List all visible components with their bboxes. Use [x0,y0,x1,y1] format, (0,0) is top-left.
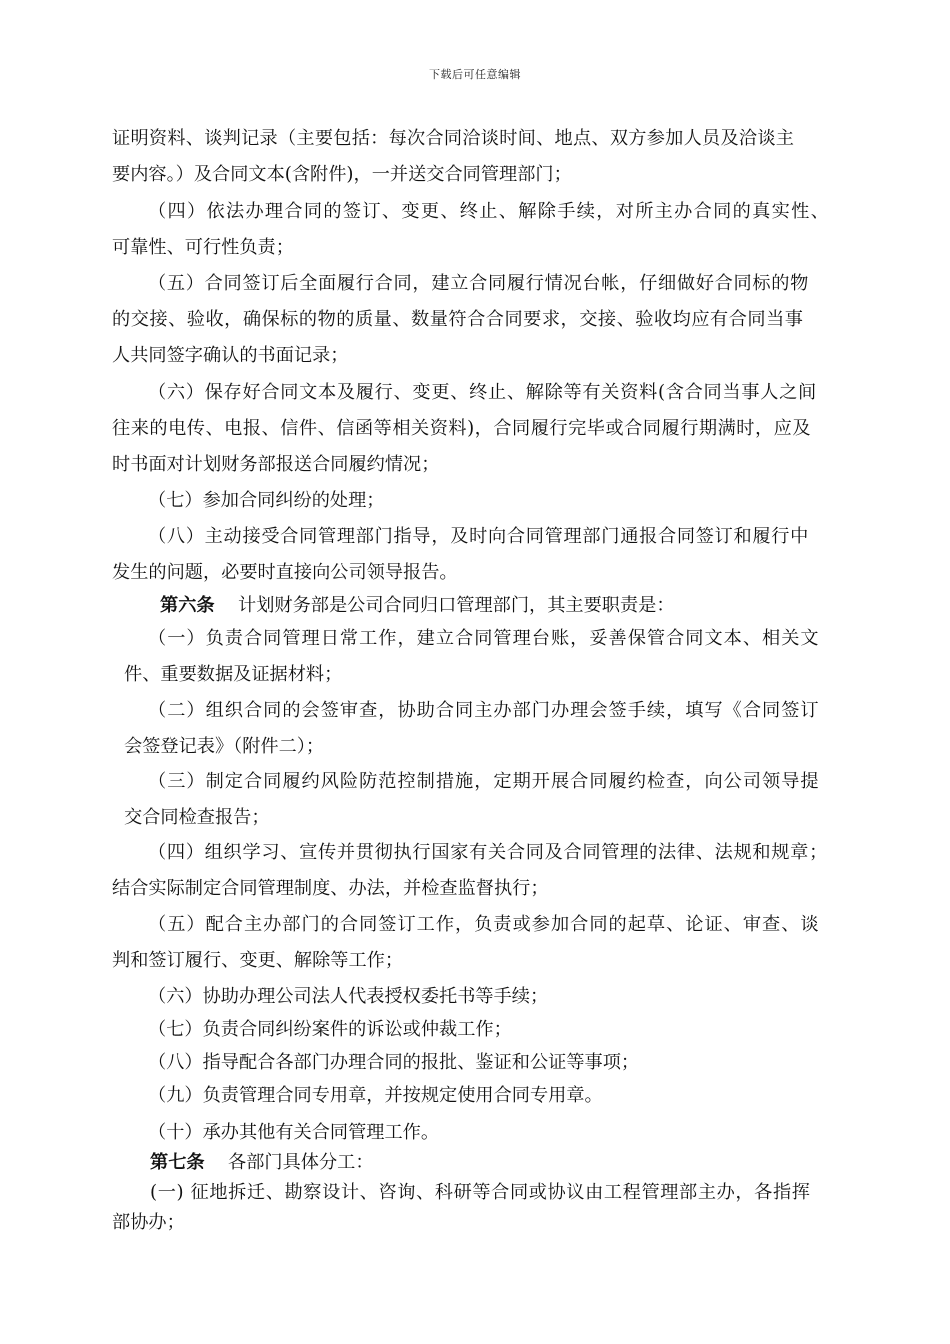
text-line: (一) 征地拆迁、勘察设计、咨询、科研等合同或协议由工程管理部主办，各指挥 [150,1182,811,1203]
text-line: （六）保存好合同文本及履行、变更、终止、解除等有关资料(含合同当事人之间 [148,382,817,403]
text-line: 计划财务部是公司合同归口管理部门，其主要职责是： [238,595,675,616]
text-line: 判和签订履行、变更、解除等工作； [112,950,404,971]
text-line: （八）主动接受合同管理部门指导，及时向合同管理部门通报合同签订和履行中 [148,526,810,547]
text-line: 结合实际制定合同管理制度、办法，并检查监督执行； [112,878,549,899]
text-line: 要内容。）及合同文本(含附件)，一并送交合同管理部门； [112,164,572,185]
text-line: （九）负责管理合同专用章，并按规定使用合同专用章。 [148,1085,603,1106]
text-line: （八）指导配合各部门办理合同的报批、鉴证和公证等事项； [148,1052,640,1073]
text-line: 部协办； [112,1212,185,1233]
text-line: （七）参加合同纠纷的处理； [148,490,385,511]
text-line: 会签登记表》（附件二）； [124,736,325,757]
text-line: 发生的问题，必要时直接向公司领导报告。 [112,562,458,583]
text-line: （三）制定合同履约风险防范控制措施，定期开展合同履约检查，向公司领导提 [148,771,820,792]
text-line: 人共同签字确认的书面记录； [112,345,349,366]
text-line: 证明资料、谈判记录（主要包括：每次合同洽谈时间、地点、双方参加人员及洽谈主 [112,128,795,149]
text-line: （四）依法办理合同的签订、变更、终止、解除手续，对所主办合同的真实性、 [148,201,831,222]
text-line: （十）承办其他有关合同管理工作。 [148,1122,440,1143]
text-line: 件、重要数据及证据材料； [124,664,343,685]
text-line: （四）组织学习、宣传并贯彻执行国家有关合同及合同管理的法律、法规和规章； [148,842,828,863]
article-heading: 第七条 [150,1152,205,1173]
text-line: 可靠性、可行性负责； [112,237,294,258]
text-line: 的交接、验收，确保标的物的质量、数量符合合同要求，交接、验收均应有合同当事 [112,309,804,330]
page-header: 下载后可任意编辑 [429,68,521,81]
text-line: （二）组织合同的会签审查，协助合同主办部门办理会签手续，填写《合同签订 [148,700,820,721]
text-line: （五）配合主办部门的合同签订工作，负责或参加合同的起草、论证、审查、谈 [148,914,820,935]
text-line: （一）负责合同管理日常工作，建立合同管理台账，妥善保管合同文本、相关文 [148,628,820,649]
text-line: （六）协助办理公司法人代表授权委托书等手续； [148,986,549,1007]
text-line: （五）合同签订后全面履行合同，建立合同履行情况台帐，仔细做好合同标的物 [148,273,810,294]
text-line: 各部门具体分工： [228,1152,374,1173]
text-line: 交合同检查报告； [124,807,270,828]
article-heading: 第六条 [160,595,215,616]
text-line: （七）负责合同纠纷案件的诉讼或仲裁工作； [148,1019,512,1040]
text-line: 时书面对计划财务部报送合同履约情况； [112,454,440,475]
text-line: 往来的电传、电报、信件、信函等相关资料)，合同履行完毕或合同履行期满时，应及 [112,418,812,439]
